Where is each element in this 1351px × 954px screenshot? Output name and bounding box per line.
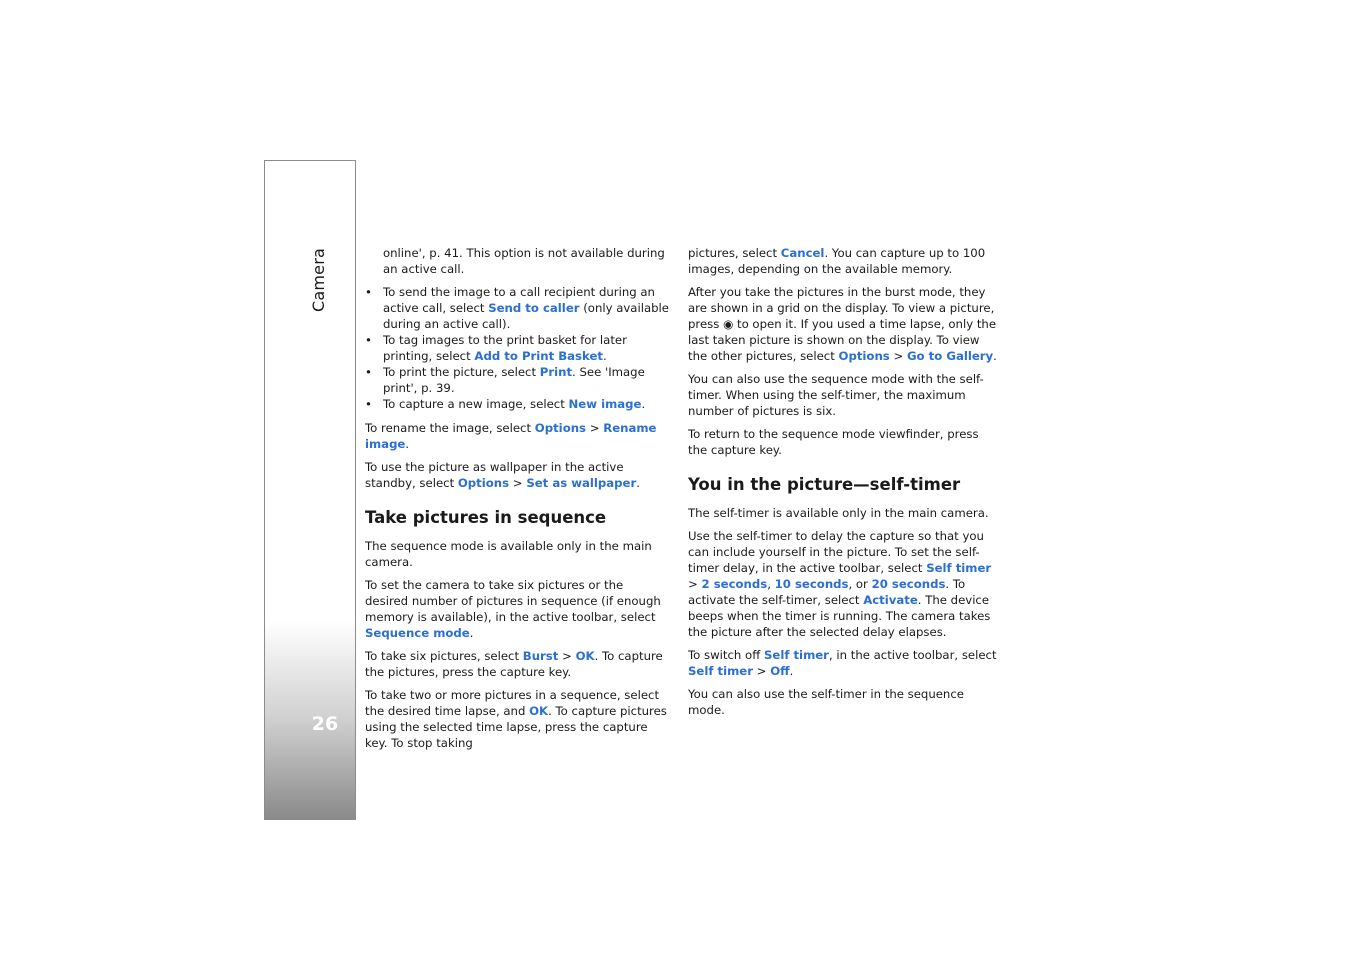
continued-text: online', p. 41. This option is not available during an active call.	[383, 246, 665, 276]
command-self-timer: Self timer	[688, 664, 753, 678]
sequence-mode-paragraph: To set the camera to take six pictures or the desired number of pictures in sequence (if enough memory is available), in the active toolbar, select Sequence mode.	[365, 578, 661, 640]
heading-take-pictures-in-sequence: Take pictures in sequence	[365, 508, 607, 527]
self-timer-usage-paragraph: Use the self-timer to delay the capture so that you can include yourself in the picture. To set the self-timer delay, in the active toolbar, select Self timer > 2 seconds, 10 seconds, or 20 seconds. To activate the self-timer, select Activate. The device beeps when the timer is running. The camera takes the picture after the selected delay elapses.	[688, 529, 992, 639]
scroll-key-icon: ◉	[723, 317, 734, 331]
bullet-icon: •	[365, 285, 372, 299]
right-column	[688, 245, 998, 725]
list-item: • To send the image to a call recipient during an active call, select Send to caller (only available during an active call).	[365, 285, 669, 331]
heading-self-timer: You in the picture—self-timer	[688, 475, 961, 494]
section-label: Camera	[309, 248, 328, 312]
command-add-to-print-basket: Add to Print Basket	[474, 349, 603, 363]
command-cancel: Cancel	[780, 246, 825, 260]
list-item: • To print the picture, select Print. See 'Image print', p. 39.	[365, 365, 645, 395]
command-ok: OK	[529, 704, 549, 718]
command-sequence-mode: Sequence mode	[365, 626, 470, 640]
command-self-timer: Self timer	[926, 561, 992, 575]
command-new-image: New image	[568, 397, 642, 411]
bullet-icon: •	[365, 365, 372, 379]
sequence-self-timer-paragraph: You can also use the sequence mode with the self-timer. When using the self-timer, the maximum number of pictures is six.	[688, 372, 984, 418]
rename-paragraph: To rename the image, select Options > Rename image.	[365, 421, 657, 451]
burst-paragraph: To take six pictures, select Burst > OK. To capture the pictures, press the capture key.	[365, 649, 663, 679]
command-options: Options	[457, 476, 510, 490]
time-lapse-paragraph: To take two or more pictures in a sequence, select the desired time lapse, and OK. To capture pictures using the selected time lapse, press the capture key. To stop taking	[365, 688, 667, 750]
self-timer-sequence-paragraph: You can also use the self-timer in the sequence mode.	[688, 687, 964, 717]
command-10-seconds: 10 seconds	[774, 577, 849, 591]
sequence-availability-paragraph: The sequence mode is available only in the main camera.	[365, 539, 652, 569]
command-rename-image: Rename image	[365, 421, 657, 451]
command-options: Options	[534, 421, 586, 435]
cancel-paragraph: pictures, select Cancel. You can capture up to 100 images, depending on the available memory.	[688, 246, 986, 276]
command-2-seconds: 2 seconds	[701, 577, 768, 591]
switch-off-paragraph: To switch off Self timer, in the active toolbar, select Self timer > Off.	[688, 648, 997, 678]
command-go-to-gallery: Go to Gallery	[906, 349, 994, 363]
command-self-timer: Self timer	[763, 648, 829, 662]
return-viewfinder-paragraph: To return to the sequence mode viewfinder, press the capture key.	[688, 427, 979, 457]
command-ok: OK	[575, 649, 595, 663]
list-item: • To tag images to the print basket for later printing, select Add to Print Basket.	[365, 333, 627, 363]
burst-grid-paragraph: After you take the pictures in the burst mode, they are shown in a grid on the display. To view a picture, press ◉ to open it. If you used a time lapse, only the last taken picture is shown on the display. To view the other pictures, select Options > Go to Gallery.	[688, 285, 997, 363]
wallpaper-paragraph: To use the picture as wallpaper in the active standby, select Options > Set as wallpaper.	[365, 460, 640, 490]
command-send-to-caller: Send to caller	[488, 301, 580, 315]
command-off: Off	[770, 664, 790, 678]
bullet-icon: •	[365, 333, 372, 347]
self-timer-availability-paragraph: The self-timer is available only in the main camera.	[688, 506, 989, 520]
command-print: Print	[539, 365, 573, 379]
list-item: • To capture a new image, select New image.	[365, 397, 646, 411]
command-options: Options	[838, 349, 890, 363]
command-20-seconds: 20 seconds	[871, 577, 946, 591]
command-activate: Activate	[863, 593, 918, 607]
command-burst: Burst	[522, 649, 559, 663]
bullet-icon: •	[365, 397, 372, 411]
left-column	[365, 245, 670, 758]
command-set-as-wallpaper: Set as wallpaper	[526, 476, 637, 490]
page-number: 26	[311, 713, 339, 735]
option-list	[365, 284, 670, 412]
